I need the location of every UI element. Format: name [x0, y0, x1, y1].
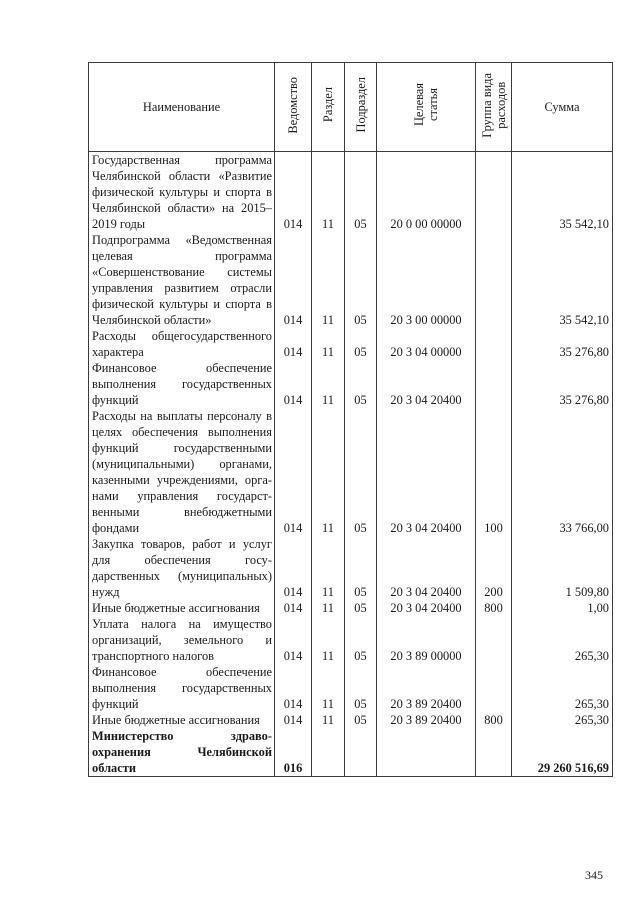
row-sum: 35 276,80 [512, 360, 613, 408]
table-row [89, 728, 613, 777]
row-department: 014 [275, 360, 312, 408]
table-row [89, 712, 613, 728]
row-name: Иные бюджетные ассигнования [89, 600, 275, 616]
row-target-article: 20 3 04 20400 [377, 536, 476, 600]
row-target-article: 20 3 89 20400 [377, 712, 476, 728]
row-department: 014 [275, 712, 312, 728]
row-sum: 35 276,80 [512, 328, 613, 360]
table-header-row [89, 63, 613, 152]
row-name: Расходы на выплаты персоналу в целях обеспечения выполнения функций государственными (муниципальными) органами, казенными учреждениями, органами управления государственными внебюджетными фондами [89, 408, 275, 536]
row-department: 016 [275, 728, 312, 777]
table-row [89, 232, 613, 328]
table-row [89, 328, 613, 360]
row-section: 11 [312, 712, 345, 728]
row-department: 014 [275, 616, 312, 664]
row-department: 014 [275, 664, 312, 712]
row-expense-group [476, 616, 512, 664]
table-row [89, 664, 613, 712]
budget-table [88, 62, 613, 777]
header-sum: Сумма [512, 63, 613, 152]
row-section: 11 [312, 152, 345, 233]
row-department: 014 [275, 408, 312, 536]
row-name: Подпрограмма «Ведомственная целевая программа «Совершенствование системы управления развитием отрасли физической культуры и спорта в Челябинской области» [89, 232, 275, 328]
header-section: Раздел [312, 63, 345, 152]
row-target-article: 20 3 04 20400 [377, 408, 476, 536]
table-row [89, 360, 613, 408]
budget-table-page [88, 62, 612, 850]
row-name: Государственная программа Челябинской области «Развитие физической культуры и спорта в Челябинской области» на 2015–2019 годы [89, 152, 275, 233]
row-subsection: 05 [345, 360, 377, 408]
row-subsection [345, 728, 377, 777]
row-subsection: 05 [345, 232, 377, 328]
header-expense-group: Группа вида расходов [476, 63, 512, 152]
row-subsection: 05 [345, 664, 377, 712]
row-expense-group: 100 [476, 408, 512, 536]
row-department: 014 [275, 536, 312, 600]
row-sum: 33 766,00 [512, 408, 613, 536]
row-sum: 35 542,10 [512, 152, 613, 233]
row-sum: 265,30 [512, 616, 613, 664]
row-department: 014 [275, 600, 312, 616]
row-sum: 1 509,80 [512, 536, 613, 600]
row-expense-group [476, 232, 512, 328]
row-expense-group [476, 360, 512, 408]
row-section: 11 [312, 328, 345, 360]
row-name: Уплата налога на имущество организаций, земельного и транспортного налогов [89, 616, 275, 664]
row-expense-group: 200 [476, 536, 512, 600]
table-row [89, 536, 613, 600]
row-subsection: 05 [345, 616, 377, 664]
header-subsection: Подраздел [345, 63, 377, 152]
row-name: Финансовое обеспечение выполнения государственных функций [89, 664, 275, 712]
header-department: Ведомство [275, 63, 312, 152]
row-sum: 35 542,10 [512, 232, 613, 328]
row-subsection: 05 [345, 328, 377, 360]
row-subsection: 05 [345, 152, 377, 233]
row-sum: 29 260 516,69 [512, 728, 613, 777]
row-target-article: 20 3 04 00000 [377, 328, 476, 360]
row-section: 11 [312, 664, 345, 712]
row-section: 11 [312, 360, 345, 408]
row-sum: 265,30 [512, 712, 613, 728]
header-target-article: Целевая статья [377, 63, 476, 152]
row-sum: 265,30 [512, 664, 613, 712]
row-expense-group: 800 [476, 712, 512, 728]
row-name: Министерство здравоохранения Челябинской области [89, 728, 275, 777]
row-section: 11 [312, 616, 345, 664]
row-expense-group [476, 664, 512, 712]
row-expense-group [476, 328, 512, 360]
header-name: Наименование [89, 63, 275, 152]
row-section: 11 [312, 408, 345, 536]
row-subsection: 05 [345, 600, 377, 616]
row-target-article [377, 728, 476, 777]
row-section: 11 [312, 232, 345, 328]
row-target-article: 20 3 00 00000 [377, 232, 476, 328]
row-target-article: 20 3 89 00000 [377, 616, 476, 664]
row-name: Иные бюджетные ассигнования [89, 712, 275, 728]
row-target-article: 20 3 04 20400 [377, 360, 476, 408]
row-section: 11 [312, 600, 345, 616]
row-expense-group [476, 728, 512, 777]
table-row [89, 408, 613, 536]
row-expense-group [476, 152, 512, 233]
row-expense-group: 800 [476, 600, 512, 616]
row-section: 11 [312, 536, 345, 600]
table-row [89, 616, 613, 664]
row-name: Финансовое обеспечение выполнения государственных функций [89, 360, 275, 408]
row-name: Расходы общегосударственного характера [89, 328, 275, 360]
row-department: 014 [275, 232, 312, 328]
row-subsection: 05 [345, 536, 377, 600]
table-row [89, 152, 613, 233]
row-target-article: 20 0 00 00000 [377, 152, 476, 233]
row-sum: 1,00 [512, 600, 613, 616]
row-subsection: 05 [345, 408, 377, 536]
row-name: Закупка товаров, работ и услуг для обеспечения государственных (муниципальных) нужд [89, 536, 275, 600]
row-department: 014 [275, 328, 312, 360]
table-row [89, 600, 613, 616]
row-subsection: 05 [345, 712, 377, 728]
row-target-article: 20 3 89 20400 [377, 664, 476, 712]
row-section [312, 728, 345, 777]
row-department: 014 [275, 152, 312, 233]
page-number: 345 [585, 868, 603, 882]
row-target-article: 20 3 04 20400 [377, 600, 476, 616]
